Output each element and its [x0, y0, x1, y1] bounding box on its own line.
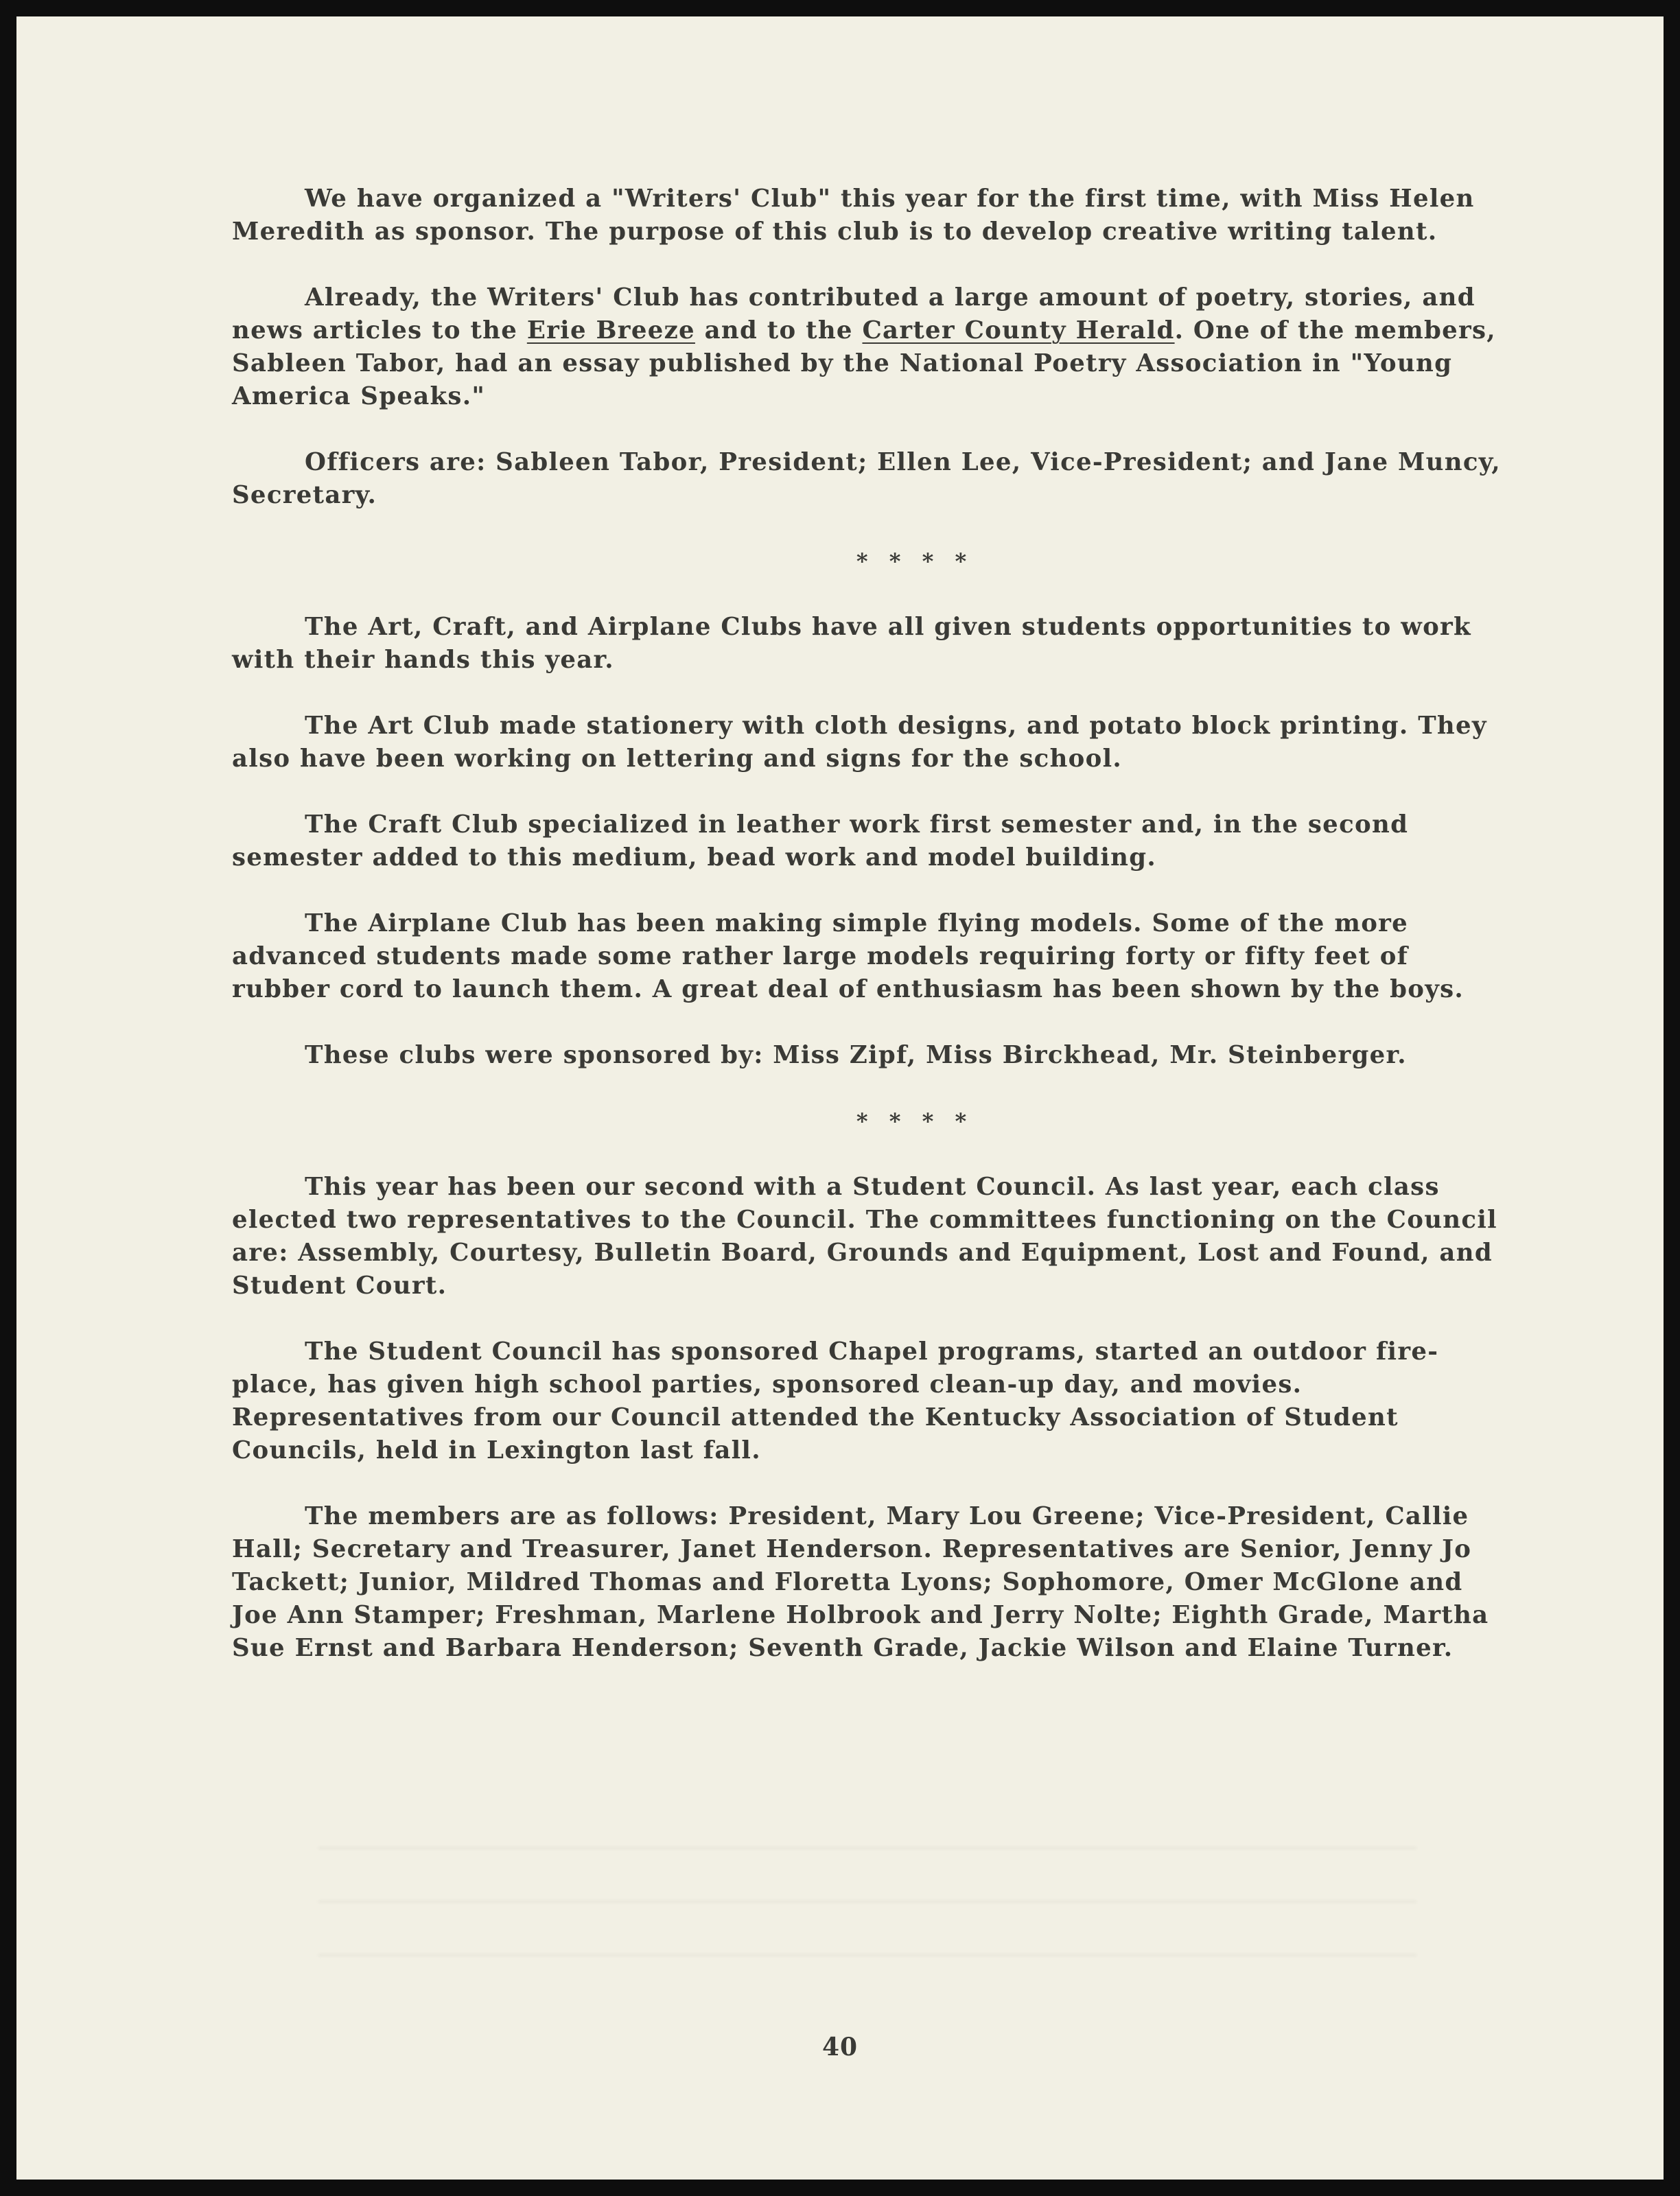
page-number: 40	[821, 2033, 859, 2061]
paragraph-clubs-intro: The Art, Craft, and Airplane Clubs have all given students opportunities to work with their hands this year.	[232, 613, 1471, 674]
paragraph-text: Already, the Writers' Club has contributed a large amount of poetry, stories, and news articles to the	[232, 283, 1475, 344]
paragraph-student-council: This year has been our second with a Student Council. As last year, each class elected two representatives to the Council. The committees functioning on the Council are: Assembly, Courtesy, Bulletin Board, Grounds and Equipment, Lost and Found, and Student Court.	[232, 1173, 1497, 1300]
publication-carter-county-herald: Carter County Herald	[862, 316, 1175, 344]
paragraph-craft-club: The Craft Club specialized in leather work first semester and, in the second semester added to this medium, bead work and model building.	[232, 810, 1409, 872]
paragraph-airplane-club: The Airplane Club has been making simple flying models. Some of the more advanced students made some rather large models requiring forty or fifty feet of rubber cord to launch them. A great deal of enthusiasm has been shown by the boys.	[232, 909, 1465, 1003]
paragraph-council-activities: The Student Council has sponsored Chapel programs, started an outdoor fire-place, has given high school parties, sponsored clean-up day, and movies. Representatives from our Council attended the Kentucky Association of Student Councils, held in Lexington last fall.	[232, 1338, 1439, 1464]
bleed-through-texture	[318, 1821, 1416, 2000]
page-body	[232, 183, 1508, 1698]
paragraph-text: and to the	[695, 316, 863, 344]
paragraph-council-members: The members are as follows: President, Mary Lou Greene; Vice-President, Callie Hall; Secretary and Treasurer, Janet Henderson. Representatives are Senior, Jenny Jo Tackett; Junior, Mildred Thomas and Floretta Lyons; Sophomore, Omer McGlone and Joe Ann Stamper; Freshman, Marlene Holbrook and Jerry Nolte; Eighth Grade, Martha Sue Ernst and Barbara Henderson; Seventh Grade, Jackie Wilson and Elaine Turner.	[232, 1502, 1489, 1662]
document-page	[16, 16, 1664, 2180]
paragraph-art-club: The Art Club made stationery with cloth designs, and potato block printing. They also have been working on lettering and signs for the school.	[232, 712, 1487, 773]
paragraph-writers-contributions	[232, 281, 1508, 413]
publication-erie-breeze: Erie Breeze	[526, 316, 695, 344]
section-separator: * * * *	[856, 548, 974, 574]
section-separator: * * * *	[856, 1108, 974, 1134]
paragraph-club-sponsors: These clubs were sponsored by: Miss Zipf, Miss Birckhead, Mr. Steinberger.	[305, 1041, 1407, 1069]
paragraph-writers-club: We have organized a "Writers' Club" this year for the first time, with Miss Helen Meredith as sponsor. The purpose of this club is to develop creative writing talent.	[232, 185, 1475, 246]
paragraph-officers: Officers are: Sableen Tabor, President; Ellen Lee, Vice-President; and Jane Muncy, Secretary.	[232, 448, 1501, 509]
paragraph-text: . One of the members, Sableen Tabor, had an essay published by the National Poetry Association in "Young America Speaks."	[232, 316, 1496, 410]
scan-border	[10, 10, 1670, 2186]
